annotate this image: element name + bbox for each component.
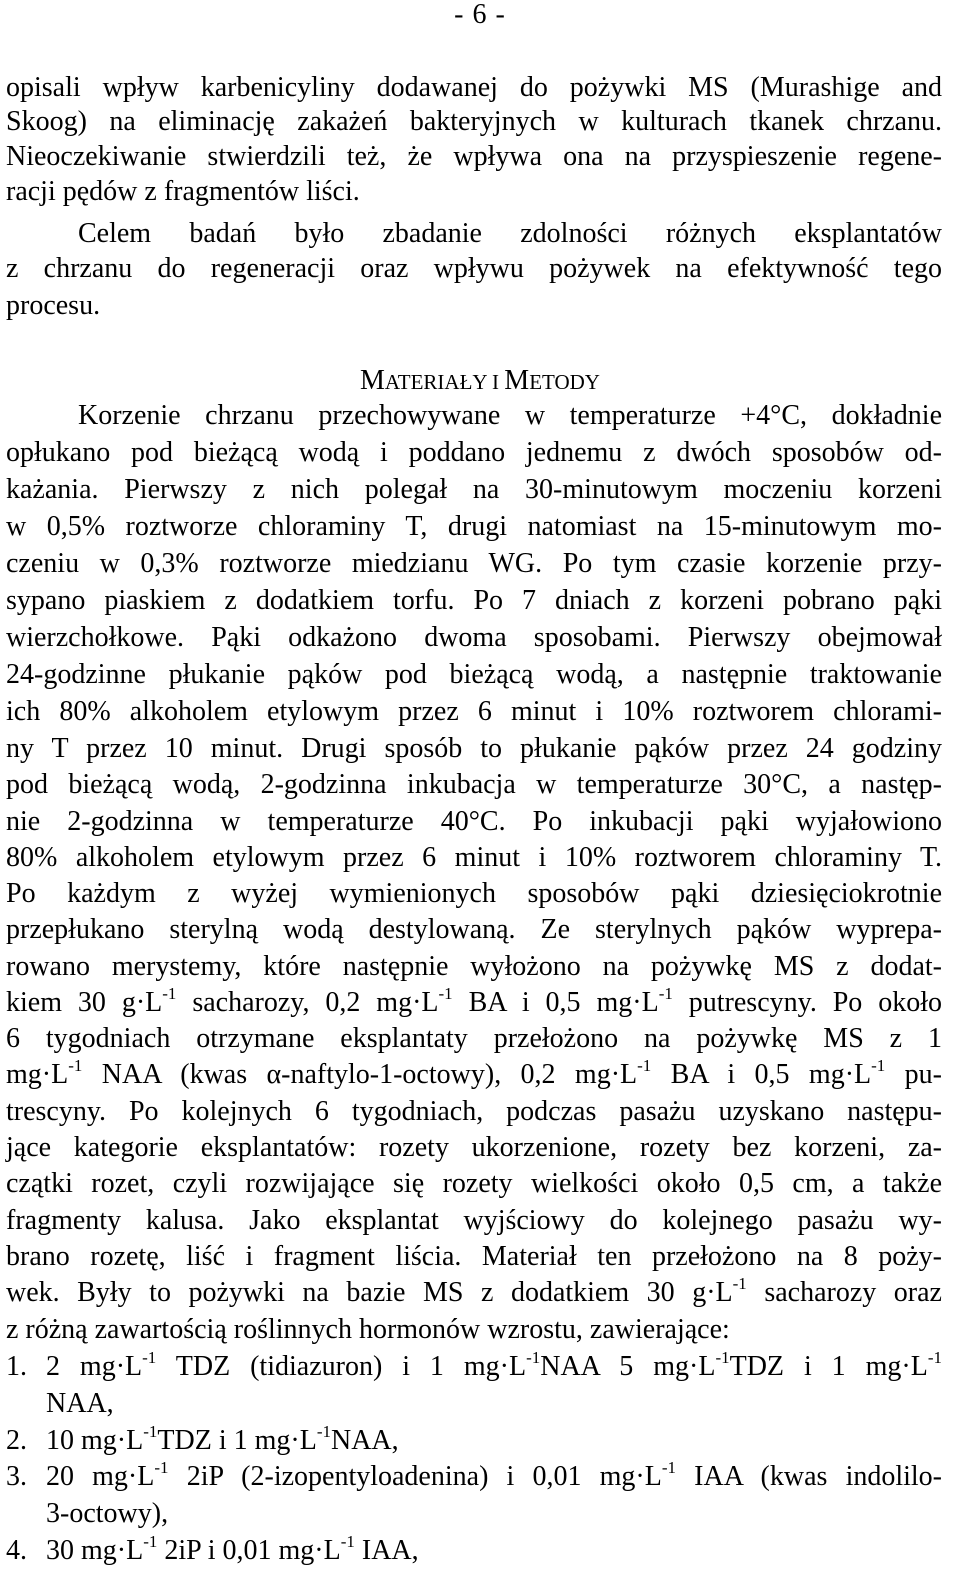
text-line: Po każdym z wyżej wymienionych sposobów pąki dziesięciokrotnie [6, 878, 942, 909]
text-line: 6 tygodniach otrzymane eksplantaty przełożono na pożywkę MS z 1 [6, 1023, 942, 1054]
list-item-continuation: NAA, [46, 1388, 114, 1419]
text-line: 24-godzinne płukanie pąków pod bieżącą wodą, a następnie traktowanie [6, 659, 942, 690]
list-item-number: 2. [6, 1425, 27, 1456]
text-line: z chrzanu do regeneracji oraz wpływu pożywek na efektywność tego [6, 253, 942, 284]
text-line: Nieoczekiwanie stwierdzili też, że wpływa ona na przyspieszenie regene- [6, 141, 942, 172]
section-heading: MATERIAŁY I METODY [360, 365, 600, 396]
text-line: wek. Były to pożywki na bazie MS z dodatkiem 30 $g\cdot L^{-1}$ sacharozy oraz [6, 1274, 942, 1308]
text-line: opisali wpływ karbenicyliny dodawanej do pożywki MS (Murashige and [6, 72, 942, 103]
text-line: Celem badań było zbadanie zdolności różnych eksplantatów [78, 218, 942, 249]
list-item-number: 3. [6, 1461, 27, 1492]
list-item-number: 1. [6, 1351, 27, 1382]
text-line: w 0,5% roztworze chloraminy T, drugi natomiast na 15-minutowym mo- [6, 511, 942, 542]
text-line: wierzchołkowe. Pąki odkażono dwoma sposobami. Pierwszy obejmował [6, 622, 942, 653]
text-line: przepłukano sterylną wodą destylowaną. Ze sterylnych pąków wyprepa- [6, 914, 942, 945]
text-line: Skoog) na eliminację zakażeń bakteryjnych w kulturach tkanek chrzanu. [6, 106, 942, 137]
list-item: 10 $mg\cdot L^{-1}TDZ$ i 1 $mg\cdot L^{-1}NAA$, [46, 1422, 399, 1456]
text-line: czątki rozet, czyli rozwijające się rozety wielkości około 0,5 cm, a także [6, 1168, 942, 1199]
text-line: rowano merystemy, które następnie wyłożono na pożywkę MS z dodat- [6, 951, 942, 982]
text-line: z różną zawartością roślinnych hormonów wzrostu, zawierające: [6, 1314, 730, 1345]
list-item-number: 4. [6, 1535, 27, 1566]
text-line: jące kategorie eksplantatów: rozety ukorzenione, rozety bez korzeni, za- [6, 1132, 942, 1163]
text-line: ny T przez 10 minut. Drugi sposób to płukanie pąków przez 24 godziny [6, 733, 942, 764]
text-line: Korzenie chrzanu przechowywane w temperaturze +4°C, dokładnie [78, 400, 942, 431]
text-line: brano rozetę, liść i fragment liścia. Materiał ten przełożono na 8 poży- [6, 1241, 942, 1272]
text-line: nie 2-godzinna w temperaturze 40°C. Po inkubacji pąki wyjałowiono [6, 806, 942, 837]
text-line: procesu. [6, 290, 101, 321]
text-line: opłukano pod bieżącą wodą i poddano jednemu z dwóch sposobów od- [6, 437, 942, 468]
text-line: pod bieżącą wodą, 2-godzinna inkubacja w temperaturze 30°C, a następ- [6, 769, 942, 800]
list-item: 30 $mg\cdot L^{-1}$ 2iP i 0,01 $mg\cdot L^{-1}$ IAA, [46, 1532, 419, 1566]
text-line: fragmenty kalusa. Jako eksplantat wyjściowy do kolejnego pasażu wy- [6, 1205, 942, 1236]
list-item-continuation: 3-octowy), [46, 1498, 169, 1529]
text-line: $mg\cdot L^{-1}$ NAA (kwas α-naftylo-1-octowy), 0,2 $mg\cdot L^{-1}$ BA i 0,5 $mg\cdot L^{-1}$ pu- [6, 1056, 943, 1090]
list-item: 2 $mg\cdot L^{-1}$ TDZ (tidiazuron) i 1 $mg\cdot L^{-1}NAA$ 5 $mg\cdot L^{-1}TDZ$ i 1 $mg\cdot L^{-1}$ [46, 1348, 942, 1382]
text-line: kiem 30 $g\cdot L^{-1}$ sacharozy, 0,2 $mg\cdot L^{-1}$ BA i 0,5 $mg\cdot L^{-1}$ putrescyny. Po około [6, 984, 942, 1018]
text-line: każania. Pierwszy z nich polegał na 30-minutowym moczeniu korzeni [6, 474, 942, 505]
page-number: - 6 - [454, 0, 506, 30]
text-line: trescyny. Po kolejnych 6 tygodniach, podczas pasażu uzyskano następu- [6, 1096, 942, 1127]
text-line: 80% alkoholem etylowym przez 6 minut i 10% roztworem chloraminy T. [6, 842, 942, 873]
text-line: sypano piaskiem z dodatkiem torfu. Po 7 dniach z korzeni pobrano pąki [6, 585, 942, 616]
text-line: racji pędów z fragmentów liści. [6, 176, 360, 207]
text-line: ich 80% alkoholem etylowym przez 6 minut i 10% roztworem chlorami- [6, 696, 942, 727]
text-line: czeniu w 0,3% roztworze miedzianu WG. Po tym czasie korzenie przy- [6, 548, 942, 579]
list-item: 20 $mg\cdot L^{-1}$ 2iP (2-izopentyloadenina) i 0,01 $mg\cdot L^{-1}$ IAA (kwas indolilo- [46, 1458, 943, 1492]
